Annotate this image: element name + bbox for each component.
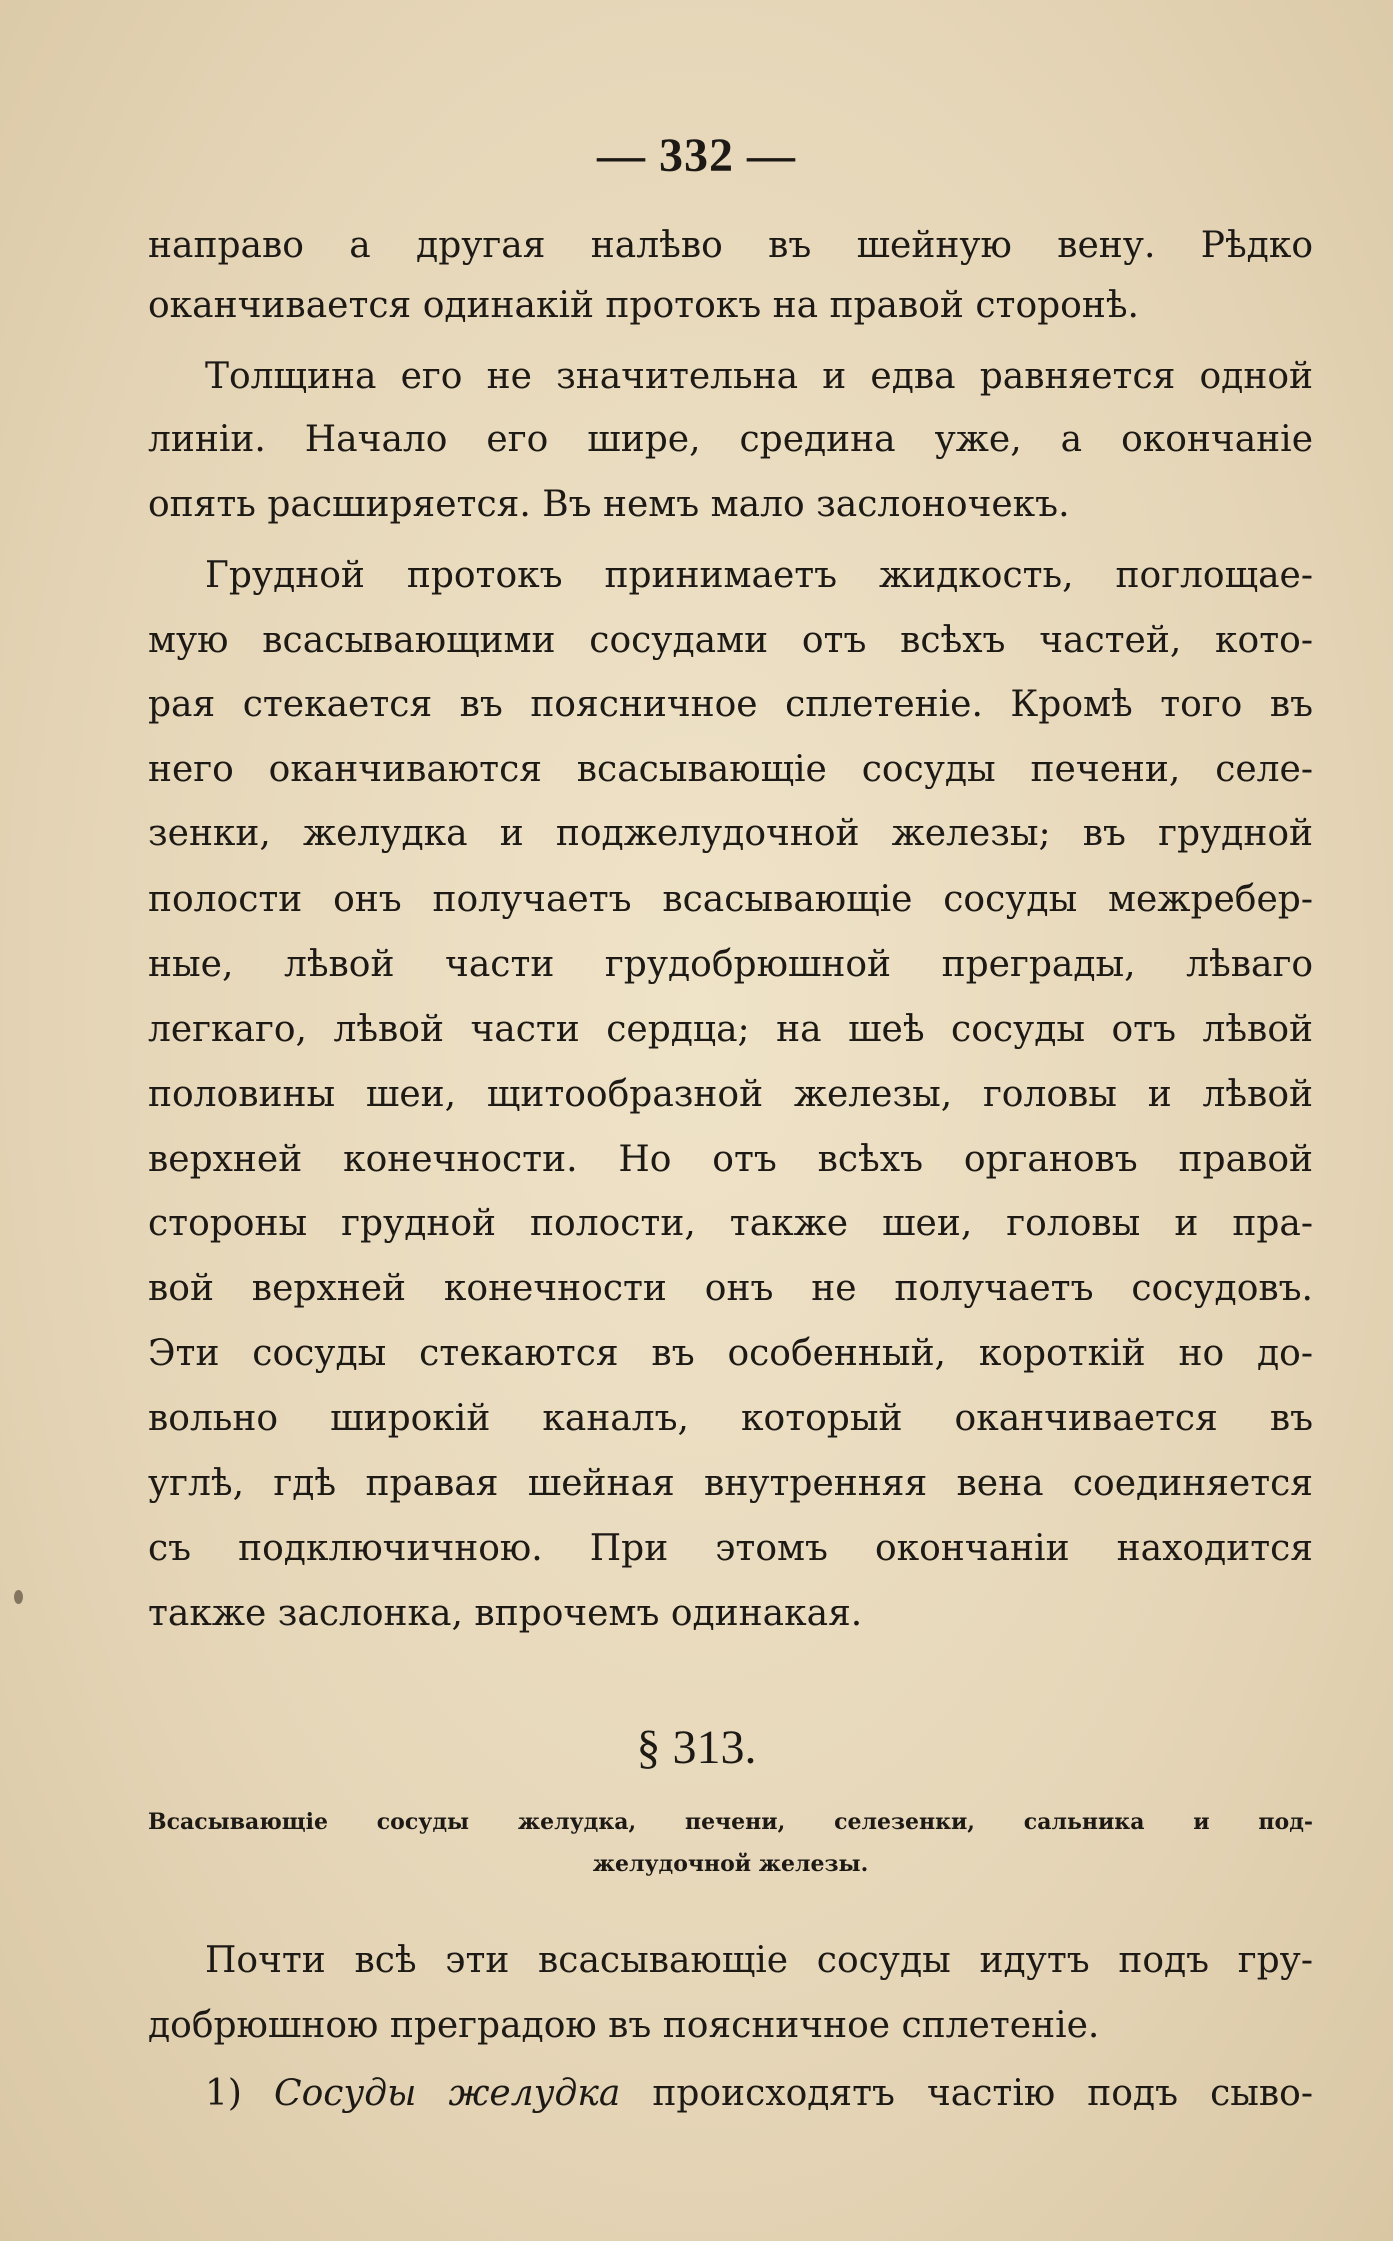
- text-line: стороны грудной полости, также шеи, головы и пра-: [148, 1203, 1313, 1244]
- item-term: Сосуды желудка: [274, 2073, 621, 2114]
- page-number: — 332 —: [597, 129, 796, 182]
- text-line: зенки, желудка и поджелудочной железы; въ грудной: [148, 813, 1313, 854]
- section-heading-line: Всасывающіе сосуды желудка, печени, селезенки, сальника и под-: [148, 1809, 1313, 1835]
- text-line: также заслонка, впрочемъ одинакая.: [148, 1593, 863, 1634]
- text-line: добрюшною преградою въ поясничное сплетеніе.: [148, 2005, 1100, 2046]
- text-line: вой верхней конечности онъ не получаетъ сосудовъ.: [148, 1268, 1313, 1309]
- text-line: оканчивается одинакій протокъ на правой сторонѣ.: [148, 285, 1139, 326]
- section-heading-line: желудочной железы.: [592, 1851, 869, 1877]
- text-line: линіи. Начало его шире, средина уже, а окончаніе: [148, 419, 1313, 460]
- text-line: мую всасывающими сосудами отъ всѣхъ частей, кото-: [148, 620, 1313, 661]
- text-line: полости онъ получаетъ всасывающіе сосуды межребер-: [148, 879, 1313, 920]
- text-line: направо а другая налѣво въ шейную вену. Рѣдко: [148, 225, 1313, 266]
- text-line: верхней конечности. Но отъ всѣхъ органовъ правой: [148, 1139, 1313, 1180]
- text-line: вольно широкій каналъ, который оканчивается въ: [148, 1398, 1313, 1439]
- item-number: 1): [205, 2073, 242, 2114]
- list-item-1: [205, 2070, 1313, 2118]
- text-line: половины шеи, щитообразной железы, головы и лѣвой: [148, 1074, 1313, 1115]
- text-line: опять расширяется. Въ немъ мало заслоночекъ.: [148, 484, 1070, 525]
- paper-speck: [14, 1590, 23, 1604]
- text-line: Эти сосуды стекаются въ особенный, короткій но до-: [148, 1333, 1313, 1374]
- text-line: него оканчиваются всасывающіе сосуды печени, селе-: [148, 749, 1313, 790]
- item-text: происходятъ частію подъ сыво-: [652, 2073, 1313, 2114]
- text-line: углѣ, гдѣ правая шейная внутренняя вена соединяется: [148, 1463, 1313, 1504]
- text-line: Толщина его не значительна и едва равняется одной: [205, 356, 1313, 397]
- text-line: легкаго, лѣвой части сердца; на шеѣ сосуды отъ лѣвой: [148, 1009, 1313, 1050]
- text-line: рая стекается въ поясничное сплетеніе. Кромѣ того въ: [148, 684, 1313, 725]
- text-line: съ подключичною. При этомъ окончаніи находится: [148, 1528, 1313, 1569]
- section-number: § 313.: [636, 1721, 757, 1774]
- text-line: Грудной протокъ принимаетъ жидкость, поглощае-: [205, 555, 1313, 596]
- text-line: ные, лѣвой части грудобрюшной преграды, лѣваго: [148, 944, 1313, 985]
- text-line: Почти всѣ эти всасывающіе сосуды идутъ подъ гру-: [205, 1940, 1313, 1981]
